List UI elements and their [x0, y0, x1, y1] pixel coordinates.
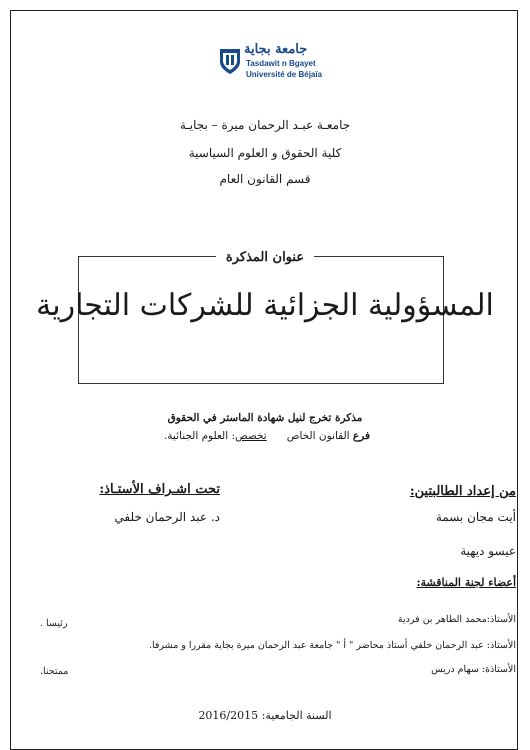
- university-logo: [0, 40, 530, 86]
- thesis-title-label-wrap: [0, 246, 530, 265]
- thesis-title: المسؤولية الجزائية للشركات التجارية: [36, 288, 494, 323]
- department-name: قسم القانون العام: [219, 172, 311, 186]
- jury-heading: أعضاء لجنة المناقشة:: [416, 576, 516, 589]
- jury-member-2: الأستاذ: عبد الرحمان خلفي أستاذ محاضر " أ " جامعة عبد الرحمان ميرة بجاية مقررا و مشرفا.: [148, 640, 516, 651]
- thesis-title-label: عنوان المذكرة: [216, 250, 314, 265]
- jury-member-1-name: الأستاذ:محمد الطاهر بن فردية: [397, 614, 516, 625]
- branch-value: القانون الخاص: [286, 430, 353, 442]
- specialization-value: : العلوم الجنائية.: [163, 430, 236, 442]
- student-1-name: أيت مجان بسمة: [435, 510, 516, 524]
- specialization-label: تخصص: [235, 430, 267, 442]
- faculty-name: كلية الحقوق و العلوم السياسية: [188, 146, 342, 160]
- specialization-line: [160, 430, 370, 442]
- logo-name-arabic: جامعة بجاية: [244, 42, 308, 57]
- supervisor-name: د. عبد الرحمان خلفي: [114, 510, 220, 524]
- academic-year: السنة الجامعية: 2016/2015: [198, 709, 332, 722]
- jury-member-3-name: الأستاذة: سهام دريس: [431, 664, 516, 675]
- student-2-name: عيسو ديهية: [460, 544, 516, 558]
- branch-label: فرع: [352, 430, 370, 442]
- logo-name-french: Université de Béjaïa: [246, 70, 323, 79]
- jury-member-3-role: ممتحنا.: [40, 666, 69, 677]
- degree-line: مذكرة تخرج لنيل شهادة الماستر في الحقوق: [167, 412, 363, 424]
- university-seal-icon: [218, 46, 242, 76]
- jury-member-1-role: رئيسا .: [40, 618, 68, 629]
- supervisor-heading: تحت اشـراف الأستـاذ:: [99, 482, 220, 497]
- students-heading: من إعداد الطالبتين:: [409, 484, 516, 499]
- logo-name-kabyle: Tasdawit n Bgayet: [246, 59, 316, 68]
- university-name: جامعـة عبـد الرحمان ميرة – بجايـة: [179, 118, 351, 132]
